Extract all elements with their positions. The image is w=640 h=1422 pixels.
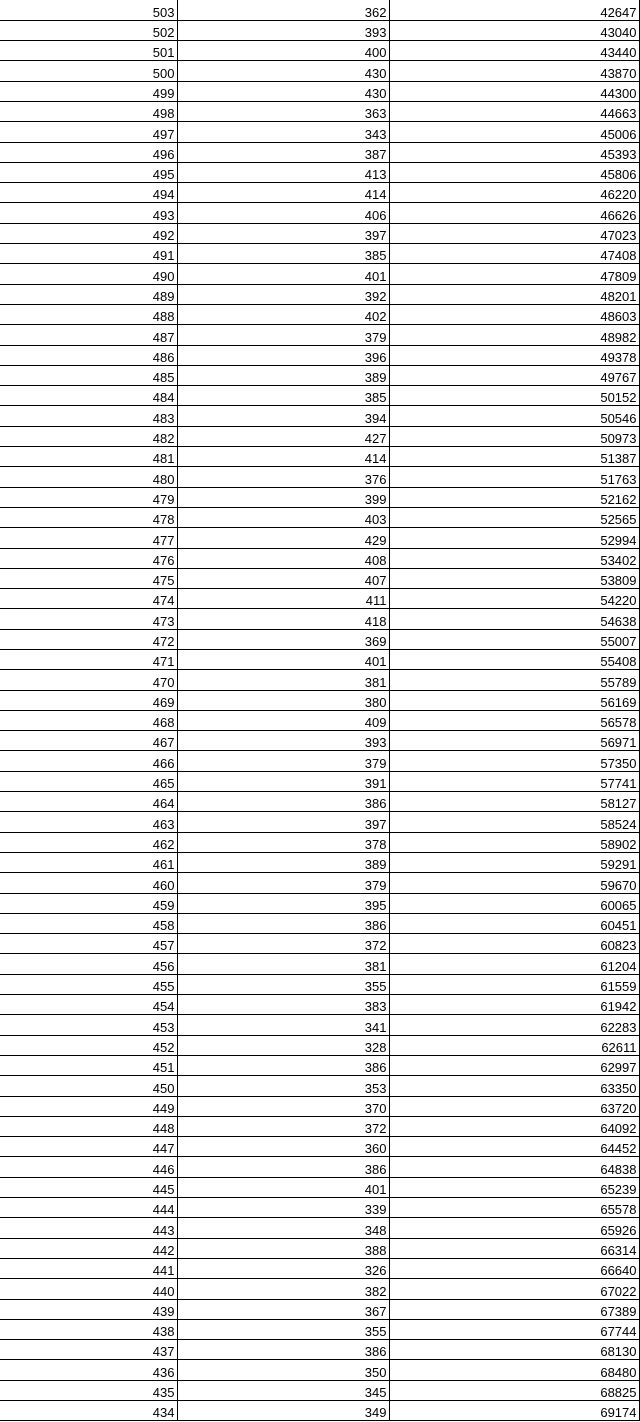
count-cell: 372 [177,934,389,954]
score-cell: 436 [0,1360,177,1380]
table-row [0,406,639,426]
score-cell: 437 [0,1340,177,1360]
table-row [0,1400,639,1420]
table-row [0,244,639,264]
table-row [0,589,639,609]
score-cell: 485 [0,365,177,385]
table-row [0,1258,639,1278]
score-cell: 434 [0,1400,177,1420]
table-row [0,873,639,893]
score-cell: 488 [0,304,177,324]
score-cell: 493 [0,203,177,223]
count-cell: 381 [177,954,389,974]
cumulative-cell: 68825 [389,1380,639,1400]
score-cell: 459 [0,893,177,913]
table-row [0,1096,639,1116]
count-cell: 378 [177,832,389,852]
cumulative-cell: 46220 [389,183,639,203]
cumulative-cell: 50546 [389,406,639,426]
count-cell: 386 [177,1340,389,1360]
count-cell: 395 [177,893,389,913]
cumulative-cell: 65578 [389,1198,639,1218]
count-cell: 360 [177,1137,389,1157]
count-cell: 385 [177,386,389,406]
cumulative-cell: 52162 [389,487,639,507]
count-cell: 386 [177,792,389,812]
cumulative-cell: 50973 [389,426,639,446]
table-row [0,1035,639,1055]
score-cell: 470 [0,670,177,690]
count-cell: 393 [177,731,389,751]
count-cell: 430 [177,81,389,101]
count-cell: 386 [177,913,389,933]
table-row [0,345,639,365]
score-cell: 468 [0,710,177,730]
count-cell: 418 [177,609,389,629]
table-row [0,1137,639,1157]
score-cell: 435 [0,1380,177,1400]
count-cell: 429 [177,528,389,548]
cumulative-cell: 63720 [389,1096,639,1116]
cumulative-cell: 56169 [389,690,639,710]
table-row [0,507,639,527]
cumulative-cell: 56578 [389,710,639,730]
table-row [0,812,639,832]
score-cell: 451 [0,1055,177,1075]
cumulative-cell: 67744 [389,1319,639,1339]
score-cell: 455 [0,974,177,994]
count-cell: 393 [177,20,389,40]
cumulative-cell: 43040 [389,20,639,40]
cumulative-cell: 66314 [389,1238,639,1258]
table-row [0,426,639,446]
cumulative-cell: 59291 [389,852,639,872]
score-cell: 482 [0,426,177,446]
cumulative-cell: 49378 [389,345,639,365]
table-row [0,690,639,710]
table-row [0,995,639,1015]
cumulative-cell: 45393 [389,142,639,162]
score-cell: 501 [0,41,177,61]
count-cell: 343 [177,122,389,142]
count-cell: 379 [177,873,389,893]
cumulative-cell: 61559 [389,974,639,994]
count-cell: 406 [177,203,389,223]
score-cell: 500 [0,61,177,81]
score-cell: 469 [0,690,177,710]
table-row [0,751,639,771]
count-cell: 376 [177,467,389,487]
count-cell: 369 [177,629,389,649]
cumulative-cell: 48201 [389,284,639,304]
table-row [0,61,639,81]
table-row [0,20,639,40]
score-cell: 480 [0,467,177,487]
table-row [0,832,639,852]
count-cell: 401 [177,650,389,670]
cumulative-cell: 62283 [389,1015,639,1035]
table-row [0,1157,639,1177]
score-cell: 442 [0,1238,177,1258]
table-row [0,609,639,629]
cumulative-cell: 50152 [389,386,639,406]
count-cell: 367 [177,1299,389,1319]
count-cell: 379 [177,751,389,771]
count-cell: 407 [177,568,389,588]
count-cell: 386 [177,1055,389,1075]
count-cell: 386 [177,1157,389,1177]
count-cell: 414 [177,183,389,203]
cumulative-cell: 61204 [389,954,639,974]
table-row [0,101,639,121]
cumulative-cell: 52994 [389,528,639,548]
score-cell: 491 [0,244,177,264]
score-cell: 446 [0,1157,177,1177]
score-cell: 460 [0,873,177,893]
score-cell: 483 [0,406,177,426]
cumulative-cell: 48603 [389,304,639,324]
count-cell: 400 [177,41,389,61]
count-cell: 414 [177,447,389,467]
count-cell: 396 [177,345,389,365]
table-row [0,1238,639,1258]
count-cell: 387 [177,142,389,162]
table-row [0,1116,639,1136]
score-cell: 490 [0,264,177,284]
count-cell: 385 [177,244,389,264]
cumulative-cell: 60065 [389,893,639,913]
count-cell: 345 [177,1380,389,1400]
table-row [0,710,639,730]
cumulative-cell: 64838 [389,1157,639,1177]
cumulative-cell: 49767 [389,365,639,385]
score-cell: 502 [0,20,177,40]
cumulative-cell: 59670 [389,873,639,893]
table-row [0,1198,639,1218]
score-cell: 454 [0,995,177,1015]
count-cell: 391 [177,771,389,791]
score-cell: 466 [0,751,177,771]
table-row [0,122,639,142]
table-row [0,1279,639,1299]
table-row [0,142,639,162]
count-cell: 388 [177,1238,389,1258]
count-cell: 427 [177,426,389,446]
count-cell: 392 [177,284,389,304]
score-cell: 465 [0,771,177,791]
table-row [0,223,639,243]
score-cell: 497 [0,122,177,142]
cumulative-cell: 65239 [389,1177,639,1197]
count-cell: 408 [177,548,389,568]
cumulative-cell: 56971 [389,731,639,751]
table-row [0,203,639,223]
cumulative-cell: 63350 [389,1076,639,1096]
table-row [0,650,639,670]
table-row [0,1340,639,1360]
table-row [0,1299,639,1319]
table-row [0,893,639,913]
cumulative-cell: 58127 [389,792,639,812]
count-cell: 348 [177,1218,389,1238]
table-row [0,1380,639,1400]
cumulative-cell: 55007 [389,629,639,649]
count-cell: 403 [177,507,389,527]
table-row [0,1055,639,1075]
score-cell: 476 [0,548,177,568]
count-cell: 383 [177,995,389,1015]
table-row [0,304,639,324]
cumulative-cell: 69174 [389,1400,639,1420]
table-row [0,1177,639,1197]
score-cell: 472 [0,629,177,649]
count-cell: 355 [177,974,389,994]
score-cell: 471 [0,650,177,670]
cumulative-cell: 64092 [389,1116,639,1136]
score-cell: 487 [0,325,177,345]
cumulative-cell: 68130 [389,1340,639,1360]
count-cell: 397 [177,223,389,243]
count-cell: 350 [177,1360,389,1380]
count-cell: 411 [177,589,389,609]
cumulative-cell: 47408 [389,244,639,264]
cumulative-cell: 55408 [389,650,639,670]
cumulative-cell: 67022 [389,1279,639,1299]
cumulative-cell: 47809 [389,264,639,284]
score-cell: 473 [0,609,177,629]
score-cell: 441 [0,1258,177,1278]
count-cell: 430 [177,61,389,81]
table-row [0,954,639,974]
score-cell: 478 [0,507,177,527]
table-row [0,548,639,568]
cumulative-cell: 44663 [389,101,639,121]
cumulative-cell: 61942 [389,995,639,1015]
cumulative-cell: 45806 [389,162,639,182]
count-cell: 401 [177,264,389,284]
score-cell: 492 [0,223,177,243]
table-row [0,1218,639,1238]
count-cell: 394 [177,406,389,426]
table-row [0,852,639,872]
table-row [0,934,639,954]
cumulative-cell: 54220 [389,589,639,609]
score-cell: 503 [0,0,177,20]
cumulative-cell: 51763 [389,467,639,487]
score-cell: 477 [0,528,177,548]
table-row [0,1360,639,1380]
cumulative-cell: 46626 [389,203,639,223]
table-row [0,1319,639,1339]
table-row [0,487,639,507]
cumulative-cell: 60823 [389,934,639,954]
count-cell: 389 [177,852,389,872]
count-cell: 370 [177,1096,389,1116]
score-cell: 457 [0,934,177,954]
table-row [0,162,639,182]
score-cell: 494 [0,183,177,203]
score-cell: 453 [0,1015,177,1035]
cumulative-cell: 53402 [389,548,639,568]
cumulative-cell: 53809 [389,568,639,588]
table-row [0,365,639,385]
score-cell: 448 [0,1116,177,1136]
cumulative-cell: 62997 [389,1055,639,1075]
count-cell: 401 [177,1177,389,1197]
score-cell: 467 [0,731,177,751]
table-row [0,771,639,791]
count-cell: 362 [177,0,389,20]
count-cell: 372 [177,1116,389,1136]
score-cell: 489 [0,284,177,304]
cumulative-cell: 67389 [389,1299,639,1319]
table-row [0,325,639,345]
cumulative-cell: 57350 [389,751,639,771]
cumulative-cell: 60451 [389,913,639,933]
score-cell: 440 [0,1279,177,1299]
score-cell: 463 [0,812,177,832]
cumulative-cell: 65926 [389,1218,639,1238]
cumulative-cell: 48982 [389,325,639,345]
cumulative-cell: 42647 [389,0,639,20]
cumulative-cell: 68480 [389,1360,639,1380]
table-row [0,1015,639,1035]
score-cell: 458 [0,913,177,933]
score-cell: 496 [0,142,177,162]
table-row [0,913,639,933]
score-cell: 499 [0,81,177,101]
score-cell: 452 [0,1035,177,1055]
cumulative-cell: 45006 [389,122,639,142]
score-cell: 474 [0,589,177,609]
table-row [0,670,639,690]
table-row [0,731,639,751]
count-cell: 363 [177,101,389,121]
score-cell: 481 [0,447,177,467]
table-row [0,467,639,487]
cumulative-cell: 55789 [389,670,639,690]
table-row [0,792,639,812]
count-cell: 380 [177,690,389,710]
count-cell: 389 [177,365,389,385]
cumulative-cell: 51387 [389,447,639,467]
table-row [0,974,639,994]
cumulative-cell: 58524 [389,812,639,832]
count-cell: 341 [177,1015,389,1035]
cumulative-cell: 43870 [389,61,639,81]
cumulative-cell: 47023 [389,223,639,243]
score-cell: 486 [0,345,177,365]
score-cell: 475 [0,568,177,588]
table-row [0,264,639,284]
cumulative-cell: 64452 [389,1137,639,1157]
score-cell: 439 [0,1299,177,1319]
table-row [0,629,639,649]
count-cell: 397 [177,812,389,832]
cumulative-cell: 57741 [389,771,639,791]
cumulative-cell: 62611 [389,1035,639,1055]
table-row [0,183,639,203]
score-cell: 444 [0,1198,177,1218]
score-cell: 438 [0,1319,177,1339]
score-cell: 456 [0,954,177,974]
score-cell: 443 [0,1218,177,1238]
count-cell: 355 [177,1319,389,1339]
table-row [0,41,639,61]
count-cell: 399 [177,487,389,507]
count-cell: 328 [177,1035,389,1055]
table-row [0,0,639,20]
cumulative-cell: 58902 [389,832,639,852]
count-cell: 326 [177,1258,389,1278]
count-cell: 353 [177,1076,389,1096]
score-cell: 498 [0,101,177,121]
count-cell: 381 [177,670,389,690]
count-cell: 409 [177,710,389,730]
cumulative-cell: 44300 [389,81,639,101]
table-row [0,1076,639,1096]
cumulative-cell: 52565 [389,507,639,527]
score-cell: 495 [0,162,177,182]
table-row [0,386,639,406]
count-cell: 339 [177,1198,389,1218]
table-row [0,447,639,467]
cumulative-cell: 66640 [389,1258,639,1278]
score-cell: 447 [0,1137,177,1157]
score-cell: 484 [0,386,177,406]
count-cell: 382 [177,1279,389,1299]
count-cell: 402 [177,304,389,324]
cumulative-cell: 43440 [389,41,639,61]
score-cell: 479 [0,487,177,507]
cumulative-cell: 54638 [389,609,639,629]
count-cell: 349 [177,1400,389,1420]
count-cell: 379 [177,325,389,345]
score-cell: 464 [0,792,177,812]
table-row [0,528,639,548]
table-row [0,284,639,304]
table-row [0,568,639,588]
table-row [0,81,639,101]
score-cell: 445 [0,1177,177,1197]
count-cell: 413 [177,162,389,182]
score-cell: 450 [0,1076,177,1096]
score-cell: 449 [0,1096,177,1116]
score-cell: 461 [0,852,177,872]
score-cell: 462 [0,832,177,852]
